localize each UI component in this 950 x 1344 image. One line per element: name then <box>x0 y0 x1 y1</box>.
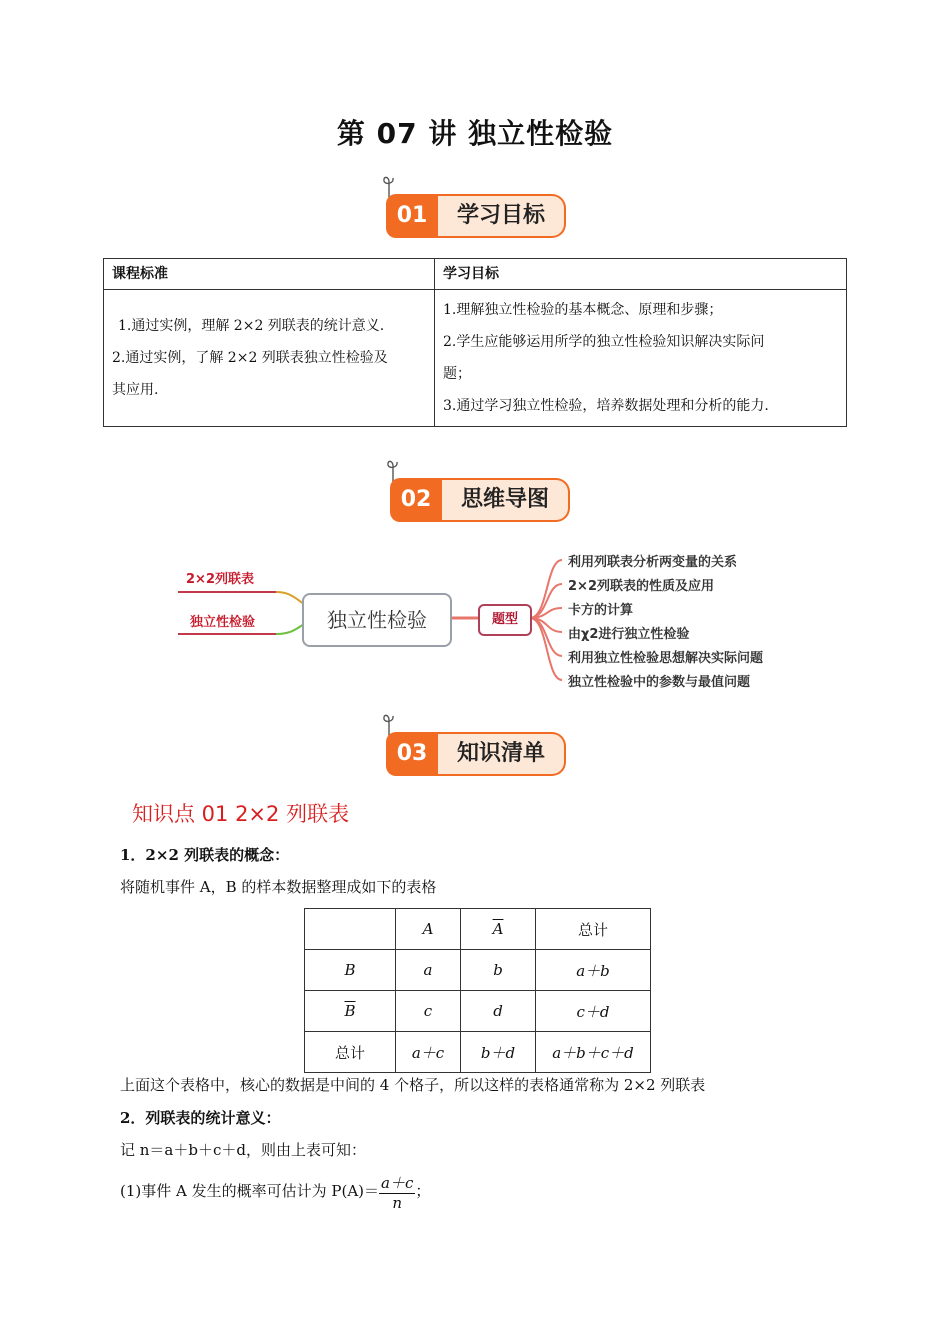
standard-line: 其应用. <box>112 382 159 398</box>
table-cell: c <box>396 991 461 1032</box>
section-label: 思维导图 <box>442 478 570 522</box>
table-row-header: B <box>305 950 396 991</box>
mindmap-right-node: 独立性检验中的参数与最值问题 <box>568 675 751 690</box>
section-badge-goals <box>386 194 566 238</box>
section-number: 03 <box>386 732 438 776</box>
fraction <box>379 1172 415 1212</box>
table-cell: a＋b＋c＋d <box>536 1032 651 1073</box>
mindmap-type-node: 题型 <box>478 604 532 636</box>
section-label: 学习目标 <box>438 194 566 238</box>
mindmap-center-node: 独立性检验 <box>302 593 452 647</box>
page-title: 第 07 讲 独立性检验 <box>336 117 614 150</box>
goals-header-standard: 课程标准 <box>104 259 435 290</box>
section-badge-knowledge <box>386 732 566 776</box>
formula-prefix: (1)事件 A 发生的概率可估计为 P(A)＝ <box>120 1182 380 1200</box>
standard-line: 1.通过实例，理解 2×2 列联表的统计意义. <box>118 318 385 334</box>
table-cell <box>305 909 396 950</box>
objective-line: 2.学生应能够运用所学的独立性检验知识解决实际问 <box>443 334 765 350</box>
goals-standard-cell <box>104 290 435 427</box>
subheading: 1．2×2 列联表的概念： <box>120 846 290 864</box>
table-row-header: $\overline{B}$ <box>305 991 396 1032</box>
mindmap-connectors <box>0 540 950 700</box>
contingency-table <box>304 908 651 1073</box>
paragraph: 将随机事件 A，B 的样本数据整理成如下的表格 <box>120 878 437 896</box>
table-cell: d <box>461 991 536 1032</box>
table-cell: a <box>396 950 461 991</box>
mindmap-right-node: 2×2列联表的性质及应用 <box>568 579 714 594</box>
mindmap-right-node: 利用列联表分析两变量的关系 <box>568 555 738 570</box>
formula-suffix: ； <box>415 1182 431 1200</box>
mindmap-left-node: 2×2列联表 <box>186 572 254 587</box>
table-cell: b <box>461 950 536 991</box>
table-header-cell: A <box>396 909 461 950</box>
table-cell: b＋d <box>461 1032 536 1073</box>
objective-line: 3.通过学习独立性检验，培养数据处理和分析的能力. <box>443 398 769 414</box>
objective-line: 1.理解独立性检验的基本概念、原理和步骤； <box>443 302 723 318</box>
paragraph: 记 n＝a＋b＋c＋d，则由上表可知： <box>120 1141 366 1159</box>
fraction-numerator: a＋c <box>381 1174 414 1192</box>
section-label: 知识清单 <box>438 732 566 776</box>
knowledge-point-title: 知识点 01 2×2 列联表 <box>132 802 350 826</box>
mindmap-right-node: 利用独立性检验思想解决实际问题 <box>568 651 764 666</box>
table-header-cell: $\overline{A}$ <box>461 909 536 950</box>
table-cell: a＋b <box>536 950 651 991</box>
goals-header-objective: 学习目标 <box>435 259 847 290</box>
goals-table <box>103 258 847 427</box>
subheading: 2．列联表的统计意义： <box>120 1109 281 1127</box>
mindmap-right-node: 由χ2进行独立性检验 <box>568 627 690 642</box>
table-header-cell: 总计 <box>536 909 651 950</box>
standard-line: 2.通过实例，了解 2×2 列联表独立性检验及 <box>112 350 388 366</box>
goals-objective-cell <box>435 290 847 427</box>
table-cell: c＋d <box>536 991 651 1032</box>
formula-line <box>120 1172 430 1212</box>
mindmap-right-node: 卡方的计算 <box>568 603 634 618</box>
table-cell: a＋c <box>396 1032 461 1073</box>
section-number: 02 <box>390 478 442 522</box>
fraction-denominator: n <box>392 1194 403 1212</box>
section-number: 01 <box>386 194 438 238</box>
objective-line: 题； <box>443 366 471 382</box>
mindmap-left-node: 独立性检验 <box>190 615 256 630</box>
paragraph: 上面这个表格中，核心的数据是中间的 4 个格子，所以这样的表格通常称为 2×2 列联表 <box>120 1076 706 1094</box>
table-row-header: 总计 <box>305 1032 396 1073</box>
section-badge-mindmap <box>390 478 570 522</box>
